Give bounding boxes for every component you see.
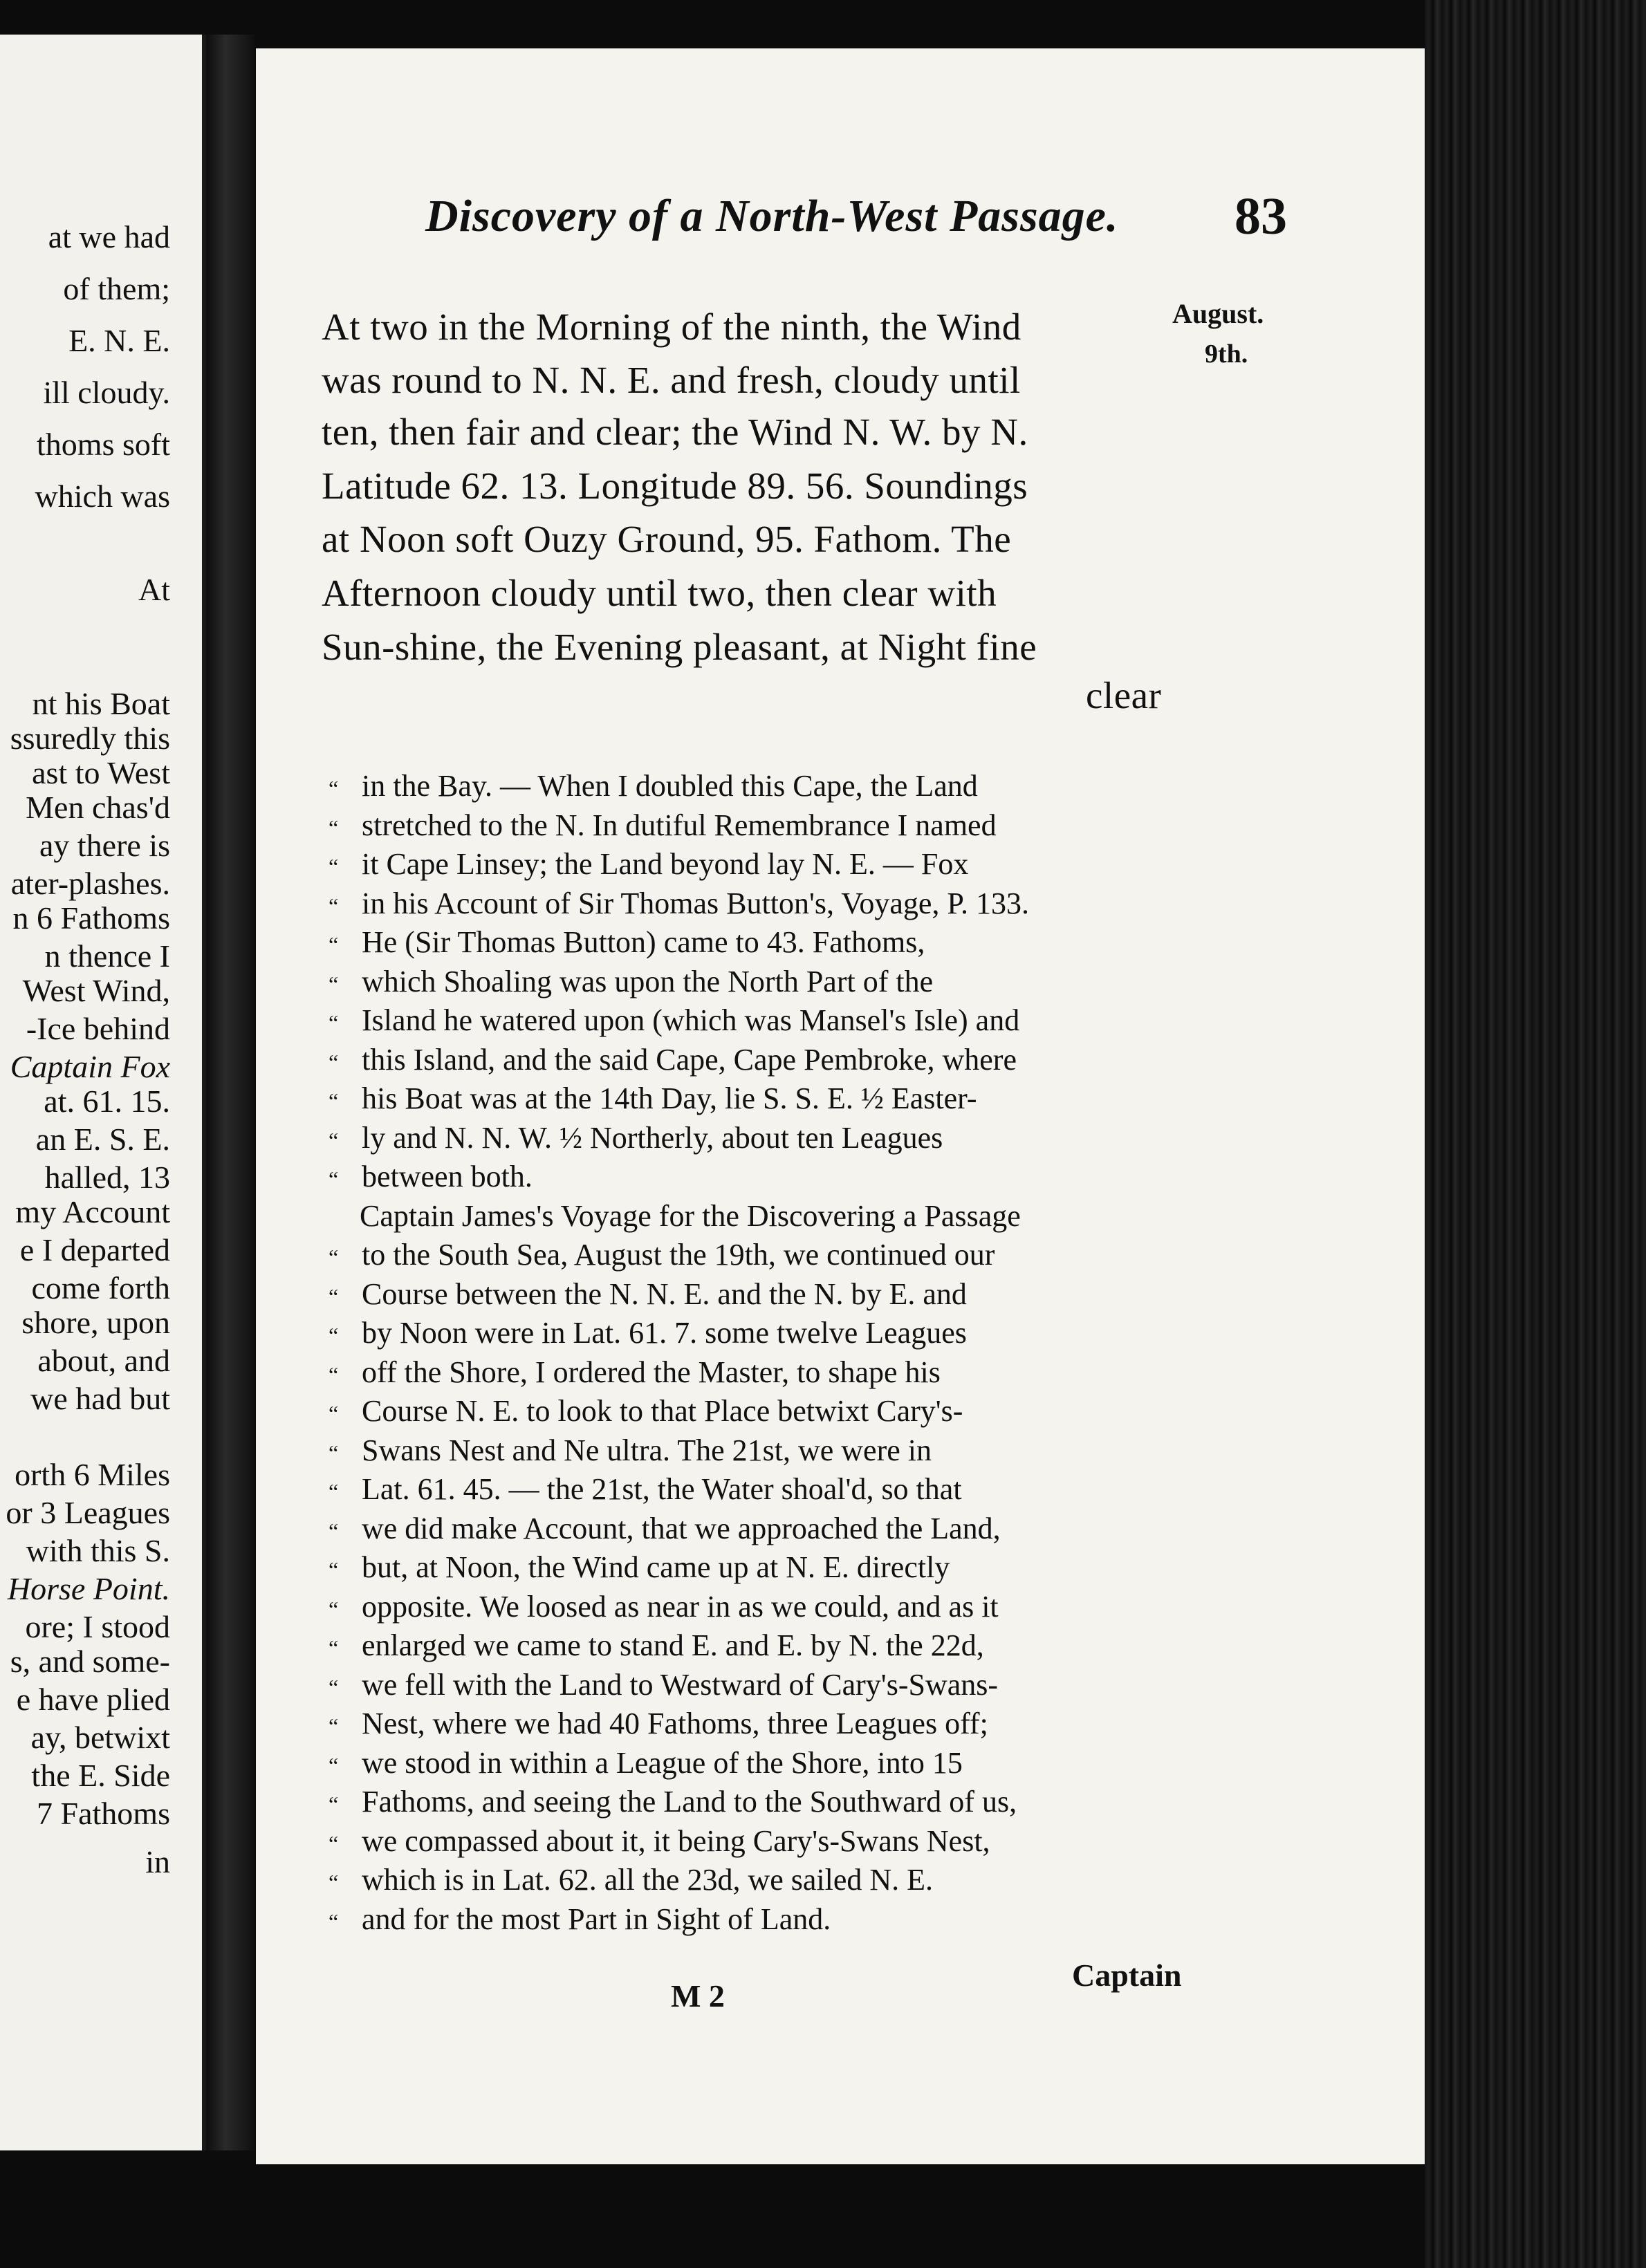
left-page-line: ore; I stood [25,1609,170,1644]
quote-line [329,1787,1017,1817]
quote-mark: “ [329,893,339,918]
left-page-line: with this S. [26,1533,170,1568]
quote-mark: “ [329,1597,339,1621]
quote-line-text: Captain James's Voyage for the Discovering a Passage [360,1199,1021,1233]
left-page-line: At [138,572,170,607]
quote-line [329,1748,963,1778]
left-page-line: e I departed [19,1232,170,1267]
quote-line [329,1474,962,1505]
quote-line-text: in his Account of Sir Thomas Button's, Voyage, P. 133. [362,886,1029,920]
main-text-line: Afternoon cloudy until two, then clear with [322,572,997,614]
quote-line-text: between both. [362,1160,533,1193]
quote-mark: “ [329,1870,339,1895]
book-binding-edge [1425,0,1646,2268]
quote-line-text: stretched to the N. In dutiful Remembrance I named [362,808,997,842]
quote-mark: “ [329,1440,339,1465]
quote-line-text: by Noon were in Lat. 61. 7. some twelve Leagues [362,1316,967,1350]
quote-mark: “ [329,1831,339,1856]
quote-line [329,1865,933,1895]
quote-line [329,1162,533,1192]
quote-mark: “ [329,1166,339,1191]
quote-mark: “ [329,1713,339,1738]
quote-line [329,886,1029,920]
left-page-line: ssuredly this [10,721,170,756]
quote-line-text: we did make Account, that we approached the Land, [362,1512,1001,1545]
quote-line [329,1592,999,1622]
quote-line [329,1123,943,1153]
left-page-line: ill cloudy. [43,375,170,410]
left-page-line: at we had [48,219,170,254]
quote-mark: “ [329,1323,339,1348]
left-page-line: ay there is [39,828,170,863]
quote-mark: “ [329,1792,339,1816]
quote-line-text: in the Bay. — When I doubled this Cape, the Land [362,769,978,803]
quote-line-text: opposite. We loosed as near in as we could, and as it [362,1590,999,1624]
quote-line-text: his Boat was at the 14th Day, lie S. S. E. ½ Easter- [362,1081,977,1115]
quote-line [329,1318,967,1348]
quote-line [329,1630,984,1661]
quote-line [329,1514,1001,1544]
quote-mark: “ [329,1245,339,1270]
quote-line [329,1240,995,1270]
left-page-line: n thence I [44,938,170,974]
left-page-line: ast to West [32,755,170,790]
left-facing-page [0,35,206,2150]
quote-mark: “ [329,1557,339,1582]
left-page-line: nt his Boat [32,686,170,721]
quote-line [329,1279,967,1310]
quote-line-text: ly and N. N. W. ½ Northerly, about ten Leagues [362,1121,943,1155]
quote-mark: “ [329,1010,339,1035]
quote-mark: “ [329,1479,339,1504]
left-page-line: Captain Fox [10,1049,170,1084]
left-page-line: halled, 13 [44,1160,170,1195]
gutter-shadow [206,35,255,2150]
quote-line-text: which Shoaling was upon the North Part of the [362,965,934,998]
quote-mark: “ [329,1518,339,1543]
margin-note-month: August. [1172,298,1264,329]
left-page-line: an E. S. E. [35,1122,170,1157]
quote-line-text: but, at Noon, the Wind came up at N. E. directly [362,1550,950,1584]
left-page-line: West Wind, [22,973,170,1008]
left-page-line: ay, betwixt [30,1720,170,1755]
quote-line-text: Island he watered upon (which was Mansel's Isle) and [362,1003,1020,1037]
left-page-line: n 6 Fathoms [12,900,170,936]
main-text-line: was round to N. N. E. and fresh, cloudy until [322,359,1021,401]
quote-mark: “ [329,854,339,879]
quote-line [329,810,997,841]
quote-mark: “ [329,815,339,840]
quote-line [329,927,925,958]
quote-line [329,1826,990,1857]
quote-line-text: which is in Lat. 62. all the 23d, we sailed N. E. [362,1863,934,1897]
left-page-line: ater-plashes. [10,866,170,901]
quote-line-text: this Island, and the said Cape, Cape Pembroke, where [362,1043,1017,1077]
quote-line-text: off the Shore, I ordered the Master, to shape his [362,1355,941,1389]
quote-line-text: Course between the N. N. E. and the N. by E. and [362,1277,967,1311]
left-page-line: Men chas'd [26,790,170,825]
quote-mark: “ [329,1050,339,1075]
quote-line [329,1396,963,1426]
quote-mark: “ [329,1675,339,1700]
signature-mark: M 2 [671,1978,725,2014]
left-page-line: which was [35,478,170,514]
quote-line-text: Swans Nest and Ne ultra. The 21st, we were in [362,1433,932,1467]
quote-mark: “ [329,1635,339,1660]
quote-line-text: Nest, where we had 40 Fathoms, three Leagues off; [362,1707,988,1740]
quote-mark: “ [329,1362,339,1387]
main-text-line: Latitude 62. 13. Longitude 89. 56. Soundings [322,465,1028,507]
quote-line-text: and for the most Part in Sight of Land. [362,1902,831,1936]
left-page-line: the E. Side [31,1758,170,1793]
left-page-line: my Account [15,1194,170,1229]
left-page-line: in [145,1844,170,1879]
quote-mark: “ [329,1128,339,1153]
quote-line-text: we compassed about it, it being Cary's-Swans Nest, [362,1824,990,1858]
quote-line [329,771,978,801]
left-page-line: of them; [63,271,170,306]
left-page-line: shore, upon [21,1305,170,1340]
quote-line [329,1435,932,1466]
quote-mark: “ [329,1753,339,1778]
quote-mark: “ [329,1401,339,1426]
quote-line [329,967,933,997]
quote-line [329,1670,998,1700]
quote-mark: “ [329,776,339,801]
quote-line [360,1201,1021,1231]
quote-mark: “ [329,1088,339,1113]
left-page-line: we had but [30,1381,170,1416]
quote-mark: “ [329,1909,339,1934]
left-page-line: about, and [37,1343,170,1378]
left-page-line: Horse Point. [7,1571,170,1606]
left-page-line: -Ice behind [26,1011,170,1046]
quote-line-text: we stood in within a League of the Shore, into 15 [362,1746,963,1780]
margin-note-day: 9th. [1205,340,1248,369]
quote-mark: “ [329,972,339,996]
quote-line [329,849,968,880]
quote-line [329,1081,977,1115]
main-text-line: at Noon soft Ouzy Ground, 95. Fathom. The [322,518,1012,560]
quote-line [329,1005,1019,1036]
quote-line-text: to the South Sea, August the 19th, we continued our [362,1238,995,1272]
quote-mark: “ [329,932,339,957]
quote-line-text: He (Sir Thomas Button) came to 43. Fathoms, [362,925,925,959]
running-head: Discovery of a North-West Passage. [425,191,1119,241]
main-page [256,48,1425,2164]
quote-line [329,1045,1017,1075]
quote-line [329,1357,941,1388]
left-page-line: 7 Fathoms [37,1796,170,1831]
catchword: Captain [1072,1958,1182,1993]
main-text-line: At two in the Morning of the ninth, the Wind [322,306,1021,348]
quote-line-text: it Cape Linsey; the Land beyond lay N. E. — Fox [362,847,969,881]
quote-line-text: Lat. 61. 45. — the 21st, the Water shoal'd, so that [362,1472,962,1506]
left-page-line: s, and some- [10,1644,170,1679]
main-text-line: Sun-shine, the Evening pleasant, at Night fine [322,626,1037,668]
main-text-line: clear [1086,674,1162,716]
quote-line-text: Fathoms, and seeing the Land to the Southward of us, [362,1785,1017,1819]
left-page-line: at. 61. 15. [44,1084,170,1119]
left-page-line: orth 6 Miles [15,1457,170,1492]
left-page-line: thoms soft [37,427,170,462]
quote-mark: “ [329,1284,339,1309]
quote-line [329,1552,950,1583]
page-number: 83 [1234,187,1287,245]
main-text-line: ten, then fair and clear; the Wind N. W. by N. [322,411,1028,453]
left-page-line: or 3 Leagues [6,1495,170,1530]
left-page-line: E. N. E. [68,323,170,358]
left-page-line: come forth [31,1270,170,1305]
quote-line-text: we fell with the Land to Westward of Cary's-Swans- [362,1668,999,1702]
quote-line [329,1709,988,1739]
quote-line [329,1904,831,1935]
left-page-line: e have plied [16,1682,170,1717]
quote-line-text: enlarged we came to stand E. and E. by N. the 22d, [362,1628,984,1662]
quote-line-text: Course N. E. to look to that Place betwixt Cary's- [362,1394,963,1428]
